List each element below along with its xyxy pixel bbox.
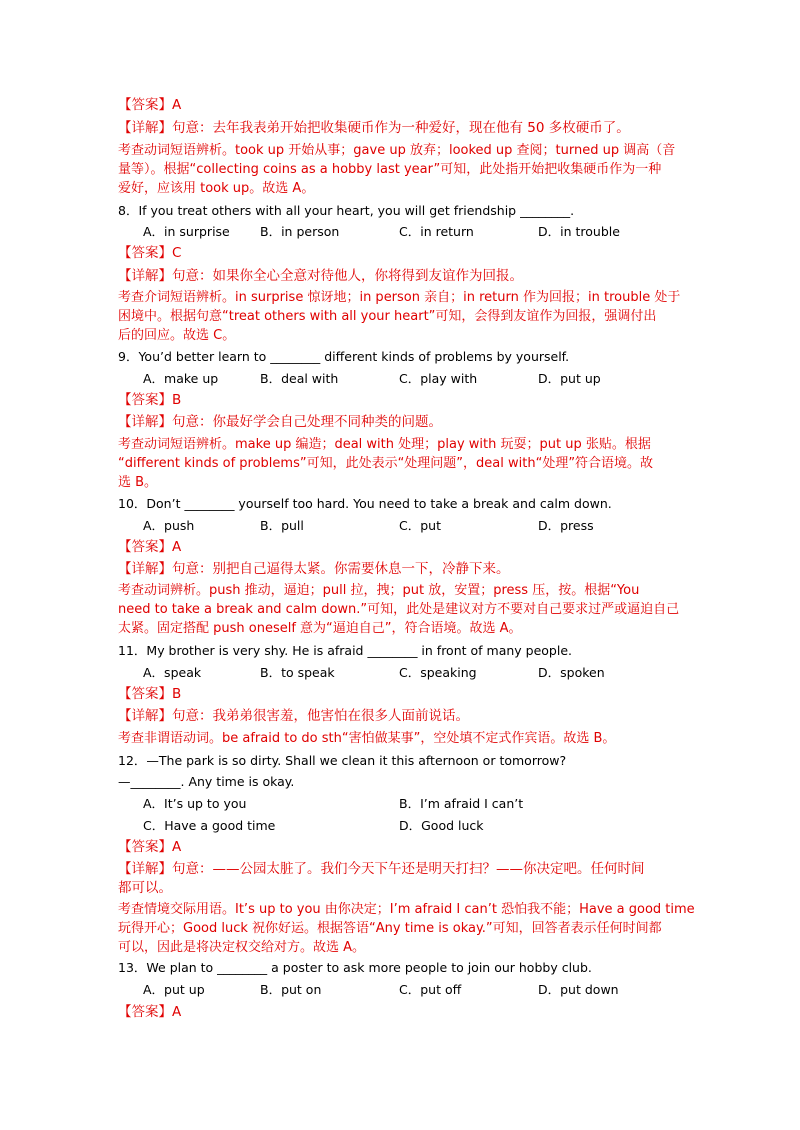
- option-a: A．push: [143, 518, 195, 533]
- option-d: D．put down: [538, 982, 619, 997]
- option-b: B．put on: [260, 982, 322, 997]
- detail-line: 【详解】句意：你最好学会自己处理不同种类的问题。: [118, 414, 442, 430]
- option-d: D．in trouble: [538, 224, 620, 239]
- detail-line: 【详解】句意：我弟弟很害羞，他害怕在很多人面前说话。: [118, 708, 469, 724]
- explanation-line: 考查动词辨析。push 推动，逼迫；pull 拉，拽；put 放，安置；press 压，按。根据“You: [118, 583, 640, 598]
- question-text: 8．If you treat others with all your heart, you will get friendship ________.: [118, 203, 575, 218]
- answer-label: 【答案】A: [118, 839, 182, 855]
- option-d: D．put up: [538, 371, 601, 386]
- explanation-line: need to take a break and calm down.”可知，此处是建议对方不要对自己要求过严或逼迫自己: [118, 602, 680, 617]
- detail-line: 【详解】句意：别把自己逼得太紧。你需要休息一下，冷静下来。: [118, 561, 510, 577]
- option-b: B．to speak: [260, 665, 335, 680]
- detail-line: 【详解】句意：去年我表弟开始把收集硬币作为一种爱好，现在他有 50 多枚硬币了。: [118, 120, 630, 136]
- option-b: B．pull: [260, 518, 304, 533]
- explanation-line: 量等）。根据“collecting coins as a hobby last year”可知，此处指开始把收集硬币作为一种: [118, 162, 662, 177]
- option-a: A．make up: [143, 371, 219, 386]
- option-a: A．It’s up to you: [143, 796, 247, 811]
- option-c: C．put: [399, 518, 441, 533]
- option-b: B．I’m afraid I can’t: [399, 796, 524, 811]
- question-text: —________. Any time is okay.: [118, 774, 295, 789]
- option-a: A．speak: [143, 665, 202, 680]
- answer-label: 【答案】C: [118, 245, 182, 261]
- explanation-line: 选 B。: [118, 475, 158, 490]
- explanation-line: 后的回应。故选 C。: [118, 328, 236, 343]
- option-c: C．play with: [399, 371, 478, 386]
- explanation-line: 玩得开心；Good luck 祝你好运。根据答语“Any time is okay.”可知，回答者表示任何时间都: [118, 921, 662, 936]
- detail-line: 都可以。: [118, 880, 172, 896]
- explanation-line: 考查介词短语辨析。in surprise 惊讶地；in person 亲自；in return 作为回报；in trouble 处于: [118, 290, 681, 305]
- explanation-line: “different kinds of problems”可知，此处表示“处理问题”，deal with“处理”符合语境。故: [118, 456, 654, 471]
- option-d: D．press: [538, 518, 594, 533]
- option-d: D．spoken: [538, 665, 605, 680]
- explanation-line: 可以，因此是将决定权交给对方。故选 A。: [118, 940, 366, 955]
- option-c: C．put off: [399, 982, 462, 997]
- question-text: 9．You’d better learn to ________ different kinds of problems by yourself.: [118, 349, 570, 364]
- detail-line: 【详解】句意：——公园太脏了。我们今天下午还是明天打扫？——你决定吧。任何时间: [118, 861, 645, 877]
- explanation-line: 考查情境交际用语。It’s up to you 由你决定；I’m afraid I can’t 恐怕我不能；Have a good time: [118, 902, 695, 917]
- answer-label: 【答案】A: [118, 1004, 182, 1020]
- explanation-line: 考查非谓语动词。be afraid to do sth“害怕做某事”，空处填不定式作宾语。故选 B。: [118, 731, 616, 746]
- answer-label: 【答案】A: [118, 539, 182, 555]
- question-text: 11．My brother is very shy. He is afraid ________ in front of many people.: [118, 643, 572, 658]
- option-a: A．in surprise: [143, 224, 230, 239]
- explanation-line: 考查动词短语辨析。make up 编造；deal with 处理；play with 玩耍；put up 张贴。根据: [118, 437, 651, 452]
- explanation-line: 困境中。根据句意“treat others with all your heart”可知，会得到友谊作为回报，强调付出: [118, 309, 657, 324]
- option-c: C．speaking: [399, 665, 477, 680]
- answer-label: 【答案】A: [118, 97, 182, 113]
- explanation-line: 考查动词短语辨析。took up 开始从事；gave up 放弃；looked up 查阅；turned up 调高（音: [118, 143, 676, 158]
- option-b: B．in person: [260, 224, 340, 239]
- option-b: B．deal with: [260, 371, 339, 386]
- option-c: C．Have a good time: [143, 818, 276, 833]
- option-d: D．Good luck: [399, 818, 484, 833]
- option-a: A．put up: [143, 982, 205, 997]
- question-text: 13．We plan to ________ a poster to ask more people to join our hobby club.: [118, 960, 592, 975]
- detail-line: 【详解】句意：如果你全心全意对待他人，你将得到友谊作为回报。: [118, 268, 523, 284]
- question-text: 12．—The park is so dirty. Shall we clean it this afternoon or tomorrow?: [118, 753, 567, 768]
- explanation-line: 爱好，应该用 took up。故选 A。: [118, 181, 315, 196]
- option-c: C．in return: [399, 224, 474, 239]
- answer-label: 【答案】B: [118, 392, 182, 408]
- explanation-line: 太紧。固定搭配 push oneself 意为“逼迫自己”，符合语境。故选 A。: [118, 621, 522, 636]
- answer-label: 【答案】B: [118, 686, 182, 702]
- question-text: 10．Don’t ________ yourself too hard. You need to take a break and calm down.: [118, 496, 612, 511]
